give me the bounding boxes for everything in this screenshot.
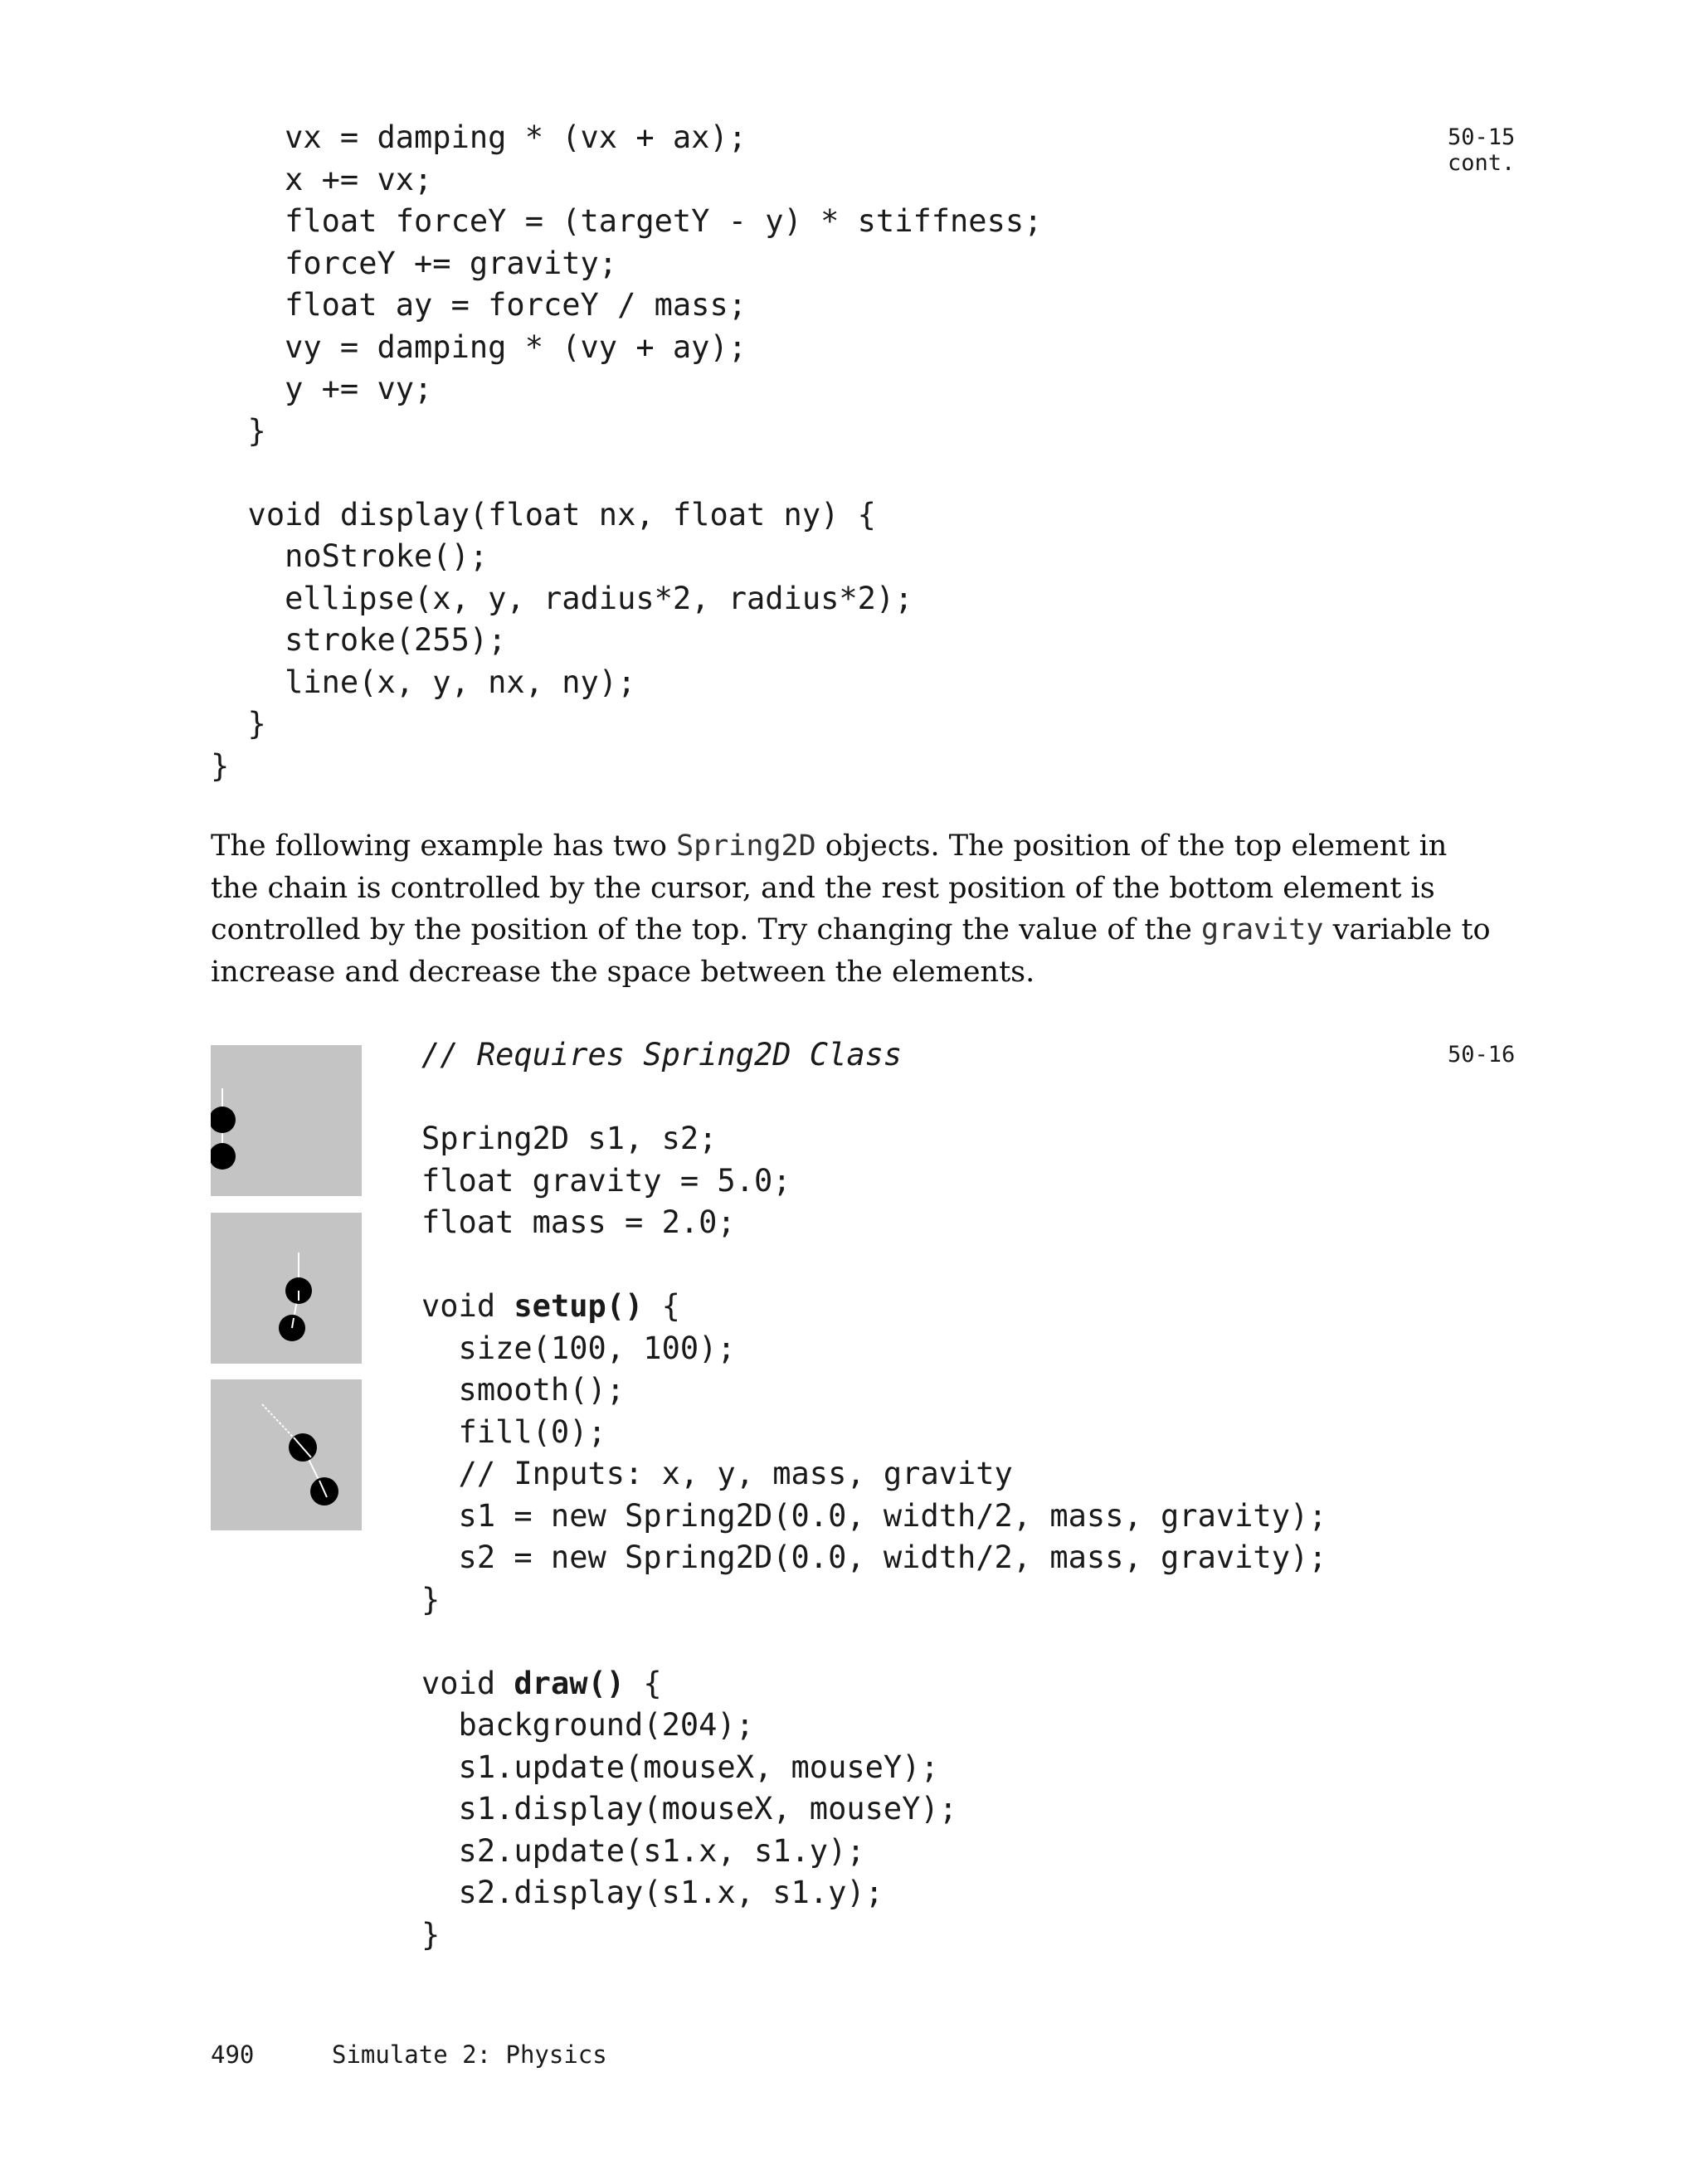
example-thumbnail-3 xyxy=(211,1379,362,1530)
example-thumbnail-2 xyxy=(211,1213,362,1364)
code-line: void display(float nx, float ny) { xyxy=(211,496,876,533)
code-line: stroke(255); xyxy=(211,622,507,658)
code-line: } xyxy=(421,1581,441,1617)
code-function-name: draw() xyxy=(514,1665,626,1701)
paragraph-line: increase and decrease the space between the elements. xyxy=(211,955,1035,989)
page-number: 490 xyxy=(211,2041,255,2069)
code-line: Spring2D s1, s2; xyxy=(421,1121,718,1156)
code-line-draw-signature xyxy=(421,1663,1327,1705)
paragraph-text: controlled by the position of the top. Try changing the value of the xyxy=(211,913,1201,946)
code-line: vy = damping * (vy + ay); xyxy=(211,328,747,365)
code-comment: // Inputs: x, y, mass, gravity xyxy=(421,1456,1013,1491)
code-keyword: void xyxy=(421,1665,514,1701)
code-line xyxy=(211,452,1042,494)
code-line: size(100, 100); xyxy=(421,1330,736,1366)
code-line: } xyxy=(421,1916,441,1953)
code-block-continuation xyxy=(211,117,1042,787)
code-line: smooth(); xyxy=(421,1372,626,1408)
code-line: } xyxy=(211,747,230,784)
code-line: s1.display(mouseX, mouseY); xyxy=(421,1791,958,1826)
spring-figure-2 xyxy=(211,1213,362,1364)
ball-top xyxy=(211,1107,236,1133)
paragraph-line xyxy=(211,909,1491,951)
code-line: s1.update(mouseX, mouseY); xyxy=(421,1749,939,1785)
code-line: s1 = new Spring2D(0.0, width/2, mass, gravity); xyxy=(421,1497,1327,1534)
code-keyword: void xyxy=(421,1288,514,1324)
code-line: line(x, y, nx, ny); xyxy=(211,664,636,700)
code-line: y += vy; xyxy=(211,371,433,406)
code-line: vx = damping * (vx + ax); xyxy=(211,119,747,155)
inline-code: gravity xyxy=(1200,913,1324,946)
code-line: s2.display(s1.x, s1.y); xyxy=(421,1875,884,1910)
inline-code: Spring2D xyxy=(676,829,816,863)
code-block-example xyxy=(421,1034,1327,1956)
code-line: float mass = 2.0; xyxy=(421,1204,736,1240)
paragraph-line xyxy=(211,825,1448,868)
code-line: } xyxy=(211,706,266,742)
code-line: forceY += gravity; xyxy=(211,245,618,281)
code-line: x += vx; xyxy=(211,161,433,197)
code-brace: { xyxy=(643,1288,680,1324)
spring-figure-3 xyxy=(211,1379,362,1530)
example-number-label: 50-16 xyxy=(1448,1042,1516,1068)
code-blank-line xyxy=(421,1621,1327,1663)
code-line: background(204); xyxy=(421,1707,754,1743)
code-line-setup-signature xyxy=(421,1286,1327,1328)
code-blank-line xyxy=(421,1244,1327,1287)
paragraph-text: objects. The position of the top element in xyxy=(815,829,1448,863)
code-blank-line xyxy=(421,1077,1327,1119)
code-line: s2.update(s1.x, s1.y); xyxy=(421,1832,865,1869)
code-line: float gravity = 5.0; xyxy=(421,1162,791,1199)
paragraph-text: The following example has two xyxy=(211,829,677,863)
code-line: float forceY = (targetY - y) * stiffness; xyxy=(211,203,1043,239)
running-footer-section: Simulate 2: Physics xyxy=(332,2041,607,2069)
code-line: ellipse(x, y, radius*2, radius*2); xyxy=(211,580,913,616)
example-thumbnail-1 xyxy=(211,1045,362,1196)
ball-bottom xyxy=(211,1143,236,1170)
code-brace: { xyxy=(625,1665,662,1701)
paragraph-text: variable to xyxy=(1323,913,1491,946)
code-line: } xyxy=(211,412,266,449)
code-line: float ay = forceY / mass; xyxy=(211,287,747,323)
code-line: s2 = new Spring2D(0.0, width/2, mass, gravity); xyxy=(421,1540,1327,1575)
body-paragraph xyxy=(211,825,1491,993)
example-number-label: 50-15 cont. xyxy=(1448,124,1516,176)
spring-figure-1 xyxy=(211,1045,362,1196)
code-line: noStroke(); xyxy=(211,538,489,574)
paragraph-line: the chain is controlled by the cursor, and the rest position of the bottom element is xyxy=(211,871,1435,905)
code-comment: // Requires Spring2D Class xyxy=(421,1037,903,1073)
code-line: fill(0); xyxy=(421,1413,606,1450)
code-function-name: setup() xyxy=(514,1288,644,1324)
